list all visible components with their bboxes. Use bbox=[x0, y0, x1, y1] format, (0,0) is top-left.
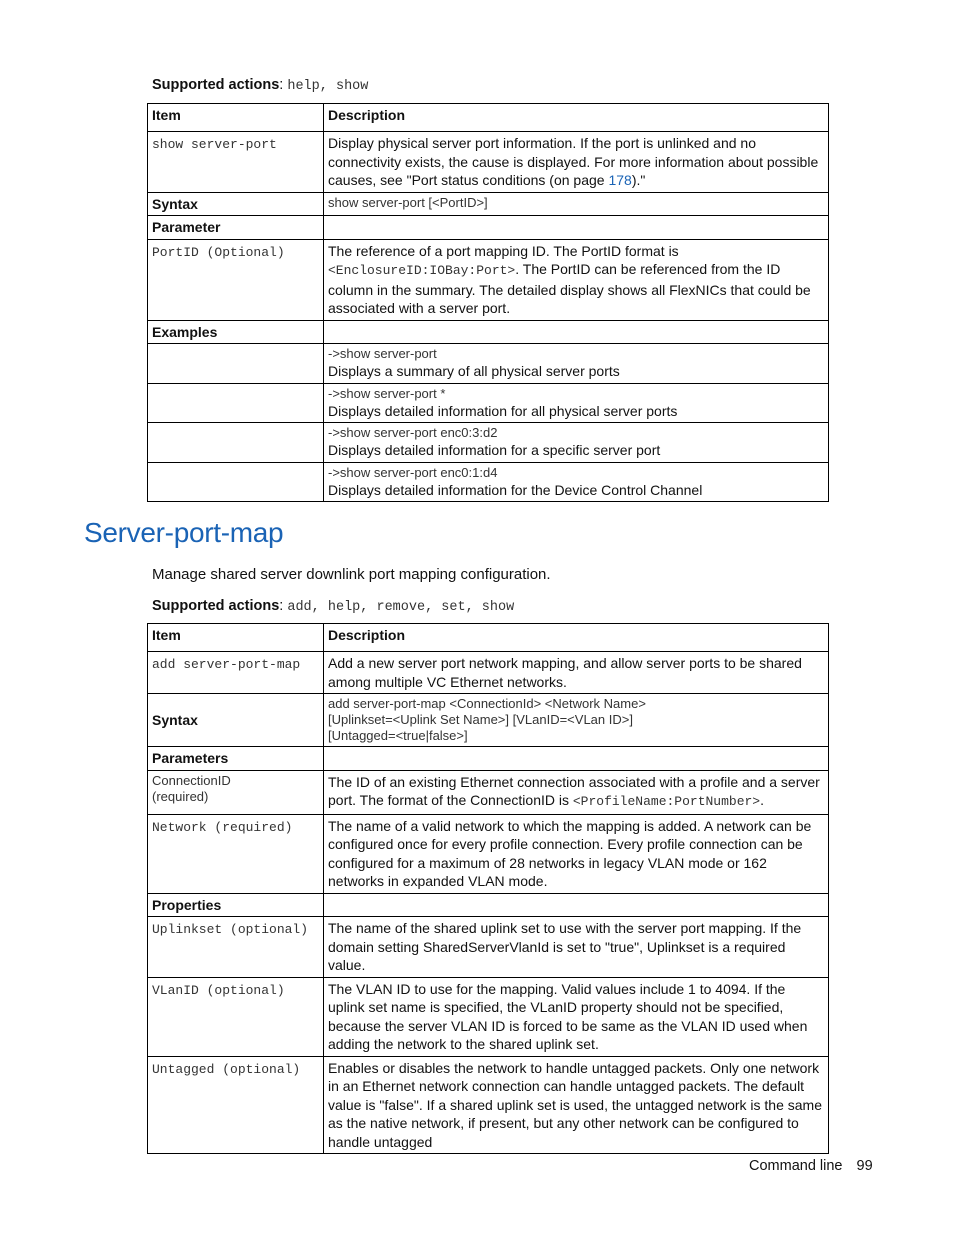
table-row bbox=[148, 917, 829, 978]
table-row bbox=[148, 239, 829, 320]
table-header-row bbox=[148, 624, 829, 652]
example-description: Displays detailed information for the Device Control Channel bbox=[328, 481, 703, 498]
uplinkset-description: The name of the shared uplink set to use with the server port mapping. If the domain setting SharedServerVlanId is set to "true", Uplinkset is a required value. bbox=[324, 917, 829, 978]
table-row bbox=[148, 694, 829, 747]
table-row bbox=[148, 770, 829, 814]
example-description: Displays a summary of all physical server ports bbox=[328, 363, 620, 379]
parameter-label: Parameter bbox=[148, 216, 324, 240]
supported-actions-label: Supported actions bbox=[152, 598, 280, 614]
supported-actions-line: Supported actions: add, help, remove, set, show bbox=[152, 598, 515, 615]
table-row bbox=[148, 216, 829, 240]
show-server-port-table bbox=[147, 103, 829, 502]
portid-item: PortID (Optional) bbox=[152, 244, 285, 260]
item-header: Item bbox=[148, 624, 324, 652]
uplinkset-item: Uplinkset (optional) bbox=[152, 922, 309, 937]
command-description: Add a new server port network mapping, and allow server ports to be shared among multiple VC Ethernet networks. bbox=[324, 652, 829, 694]
untagged-description: Enables or disables the network to handle untagged packets. Only one network in an Ethernet network connection can handle untagged packets. The default value is "false". If a shared uplink set is used, the untagged network is the same as the native network, if present, but any other network can be configured to handle untagged bbox=[324, 1056, 829, 1154]
vlanid-description: The VLAN ID to use for the mapping. Valid values include 1 to 4094. If the uplink set name is specified, the VLanID property should not be specified, because the server VLAN ID is forced to be same as the VLAN ID used when adding the network to the shared uplink set. bbox=[324, 977, 829, 1056]
description-header: Description bbox=[324, 624, 829, 652]
table-row bbox=[148, 652, 829, 694]
network-description: The name of a valid network to which the mapping is added. A network can be configured once for every profile connection. Every profile connection can be configured for a maximum of 28 networks in legacy VLAN mode or 162 networks in expanded VLAN mode. bbox=[324, 814, 829, 893]
portid-description: The reference of a port mapping ID. The PortID format is <EnclosureID:IOBay:Port>. The PortID can be referenced from the ID column in the summary. The detailed display shows all FlexNICs that could be associated with a server port. bbox=[324, 239, 829, 320]
example-row bbox=[148, 344, 829, 384]
example-command: ->show server-port enc0:3:d2 bbox=[328, 425, 498, 440]
supported-actions-label: Supported actions bbox=[152, 77, 280, 93]
supported-actions-values: add, help, remove, set, show bbox=[287, 600, 515, 615]
properties-label: Properties bbox=[148, 893, 324, 917]
example-row bbox=[148, 423, 829, 463]
untagged-item: Untagged (optional) bbox=[152, 1061, 301, 1077]
description-header: Description bbox=[324, 104, 829, 132]
syntax-value: add server-port-map <ConnectionId> <Network Name> [Uplinkset=<Uplink Set Name>] [VLanID=<VLan ID>] [Untagged=<true|false>] bbox=[328, 696, 646, 743]
table-row bbox=[148, 814, 829, 893]
syntax-label: Syntax bbox=[148, 192, 324, 216]
table-row bbox=[148, 132, 829, 193]
table-row bbox=[148, 1056, 829, 1154]
page-footer bbox=[749, 1158, 873, 1174]
item-header: Item bbox=[148, 104, 324, 132]
example-row bbox=[148, 383, 829, 423]
table-row bbox=[148, 747, 829, 771]
supported-actions-values: help, show bbox=[287, 79, 369, 94]
connectionid-item: ConnectionID (required) bbox=[152, 772, 231, 804]
example-row bbox=[148, 462, 829, 502]
connectionid-description: The ID of an existing Ethernet connection associated with a profile and a server port. The format of the ConnectionID is <ProfileName:PortNumber>. bbox=[324, 770, 829, 814]
command-description: Display physical server port information. If the port is unlinked and no connectivity exists, the cause is displayed. For more information about possible causes, see "Port status conditions (on page 178)." bbox=[324, 132, 829, 193]
vlanid-item: VLanID (optional) bbox=[152, 982, 285, 998]
page-number: 99 bbox=[856, 1158, 873, 1174]
syntax-value: show server-port [<PortID>] bbox=[328, 194, 488, 210]
parameters-label: Parameters bbox=[148, 747, 324, 771]
server-port-map-table bbox=[147, 623, 829, 1154]
network-item: Network (required) bbox=[152, 819, 293, 835]
syntax-label: Syntax bbox=[148, 694, 324, 747]
table-header-row bbox=[148, 104, 829, 132]
table-row bbox=[148, 893, 829, 917]
table-row bbox=[148, 320, 829, 344]
page-link[interactable]: 178 bbox=[608, 172, 632, 188]
command-item: add server-port-map bbox=[152, 657, 301, 672]
examples-label: Examples bbox=[148, 320, 324, 344]
table-row bbox=[148, 192, 829, 216]
example-command: ->show server-port bbox=[328, 346, 437, 361]
example-command: ->show server-port * bbox=[328, 385, 446, 401]
supported-actions-line: Supported actions: help, show bbox=[152, 77, 369, 94]
example-command: ->show server-port enc0:1:d4 bbox=[328, 464, 498, 480]
example-description: Displays detailed information for all physical server ports bbox=[328, 402, 678, 419]
example-description: Displays detailed information for a specific server port bbox=[328, 442, 661, 458]
command-item: show server-port bbox=[152, 137, 277, 152]
footer-section: Command line bbox=[749, 1158, 843, 1174]
section-title: Server-port-map bbox=[84, 517, 284, 548]
table-row bbox=[148, 977, 829, 1056]
section-intro: Manage shared server downlink port mapping configuration. bbox=[152, 566, 551, 583]
